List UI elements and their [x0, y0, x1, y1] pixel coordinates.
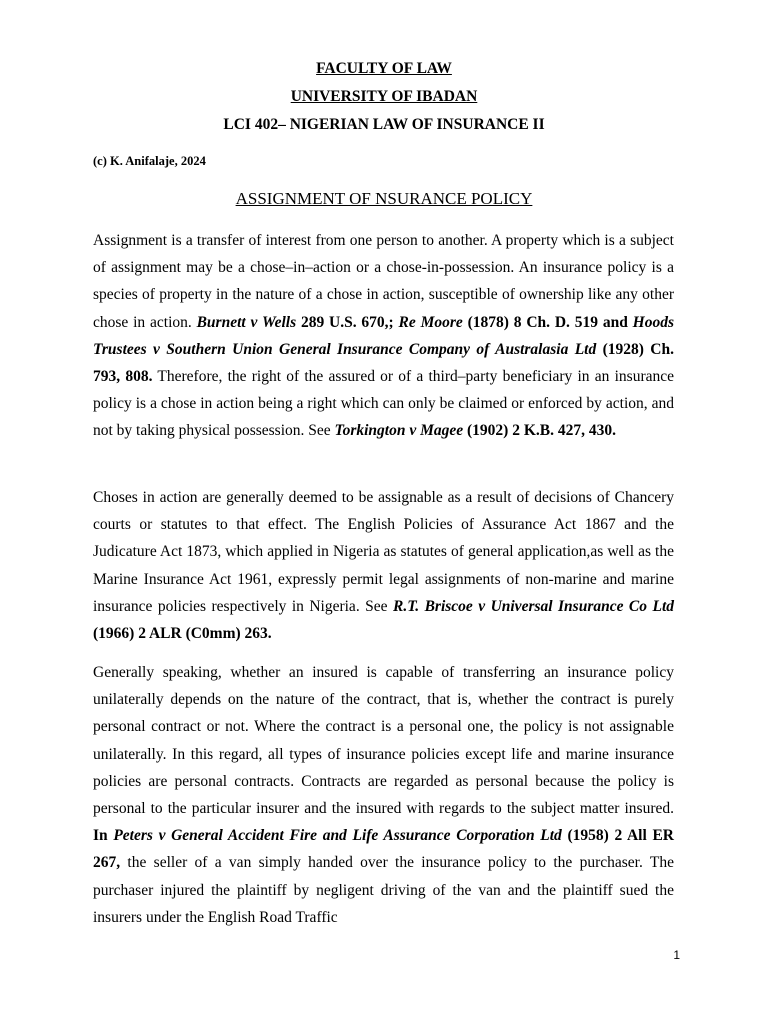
document-title: ASSIGNMENT OF NSURANCE POLICY [235, 189, 533, 208]
paragraph-text: Choses in action are generally deemed to be assignable as a result of decisions of Chancery courts or statutes to that effect. The English Policies of Assurance Act 1867 and the Judicature Act 1873, which applied in Nigeria as statutes of general application,as well as the Marine Insurance Act 1961, expressly permit legal assignments of non-marine and marine insurance policies respectively in Nigeria. See [93, 489, 674, 615]
faculty-heading: FACULTY OF LAW [316, 60, 452, 77]
course-heading: LCI 402– NIGERIAN LAW OF INSURANCE II [223, 116, 545, 133]
bold-text: In [93, 827, 114, 845]
university-heading: UNIVERSITY OF IBADAN [290, 88, 478, 105]
case-citation: (1928) Ch. 793, 808. [93, 340, 674, 386]
paragraph-text: Generally speaking, whether an insured is capable of transferring an insurance policy unilaterally depends on the nature of the contract, that is, whether the contract is purely personal contract or not. Where the contract is a personal one, the policy is not assignable unilaterally. In this regard, all types of insurance policies except life and marine insurance policies are personal contracts. Contracts are regarded as personal because the policy is personal to the particular insurer and the insured with regards to the subject matter insured. [93, 664, 674, 818]
case-citation: (1966) 2 ALR (C0mm) 263. [93, 625, 272, 643]
case-name: Burnett v Wells [196, 313, 297, 331]
case-name: R.T. Briscoe v Universal Insurance Co Ltd [392, 597, 674, 615]
case-name: Torkington v Magee [334, 422, 464, 440]
case-citation: (1958) 2 All ER 267, [93, 827, 674, 872]
case-name: Hoods Trustees v Southern Union General Insurance Company of Australasia Ltd [93, 313, 674, 358]
case-citation: (1902) 2 K.B. 427, 430. [463, 422, 616, 440]
case-citation: 289 U.S. 670,; [296, 313, 399, 331]
paragraph-2 [93, 484, 674, 647]
paragraph-text: Assignment is a transfer of interest from one person to another. A property which is a subject of assignment may be a chose–in–action or a chose-in-possession. An insurance policy is a species of property in the nature of a chose in action, susceptible of ownership like any other chose in action. [93, 232, 674, 331]
paragraph-text: the seller of a van simply handed over the insurance policy to the purchaser. The purchaser injured the plaintiff by negligent driving of the van and the plaintiff sued the insurers under the English Road Traffic [93, 854, 674, 926]
case-citation: (1878) 8 Ch. D. 519 and [462, 313, 633, 331]
paragraph-1 [93, 227, 674, 445]
paragraph-text: Therefore, the right of the assured or of a third–party beneficiary in an insurance policy is a chose in action being a right which can only be claimed or enforced by action, and not by taking physical possession. See [93, 368, 674, 440]
case-name: Peters v General Accident Fire and Life Assurance Corporation Ltd [113, 827, 562, 845]
case-name: Re Moore [398, 313, 463, 331]
paragraph-3 [93, 659, 674, 931]
copyright-notice: (c) K. Anifalaje, 2024 [93, 154, 206, 168]
page-number: 1 [673, 948, 680, 962]
